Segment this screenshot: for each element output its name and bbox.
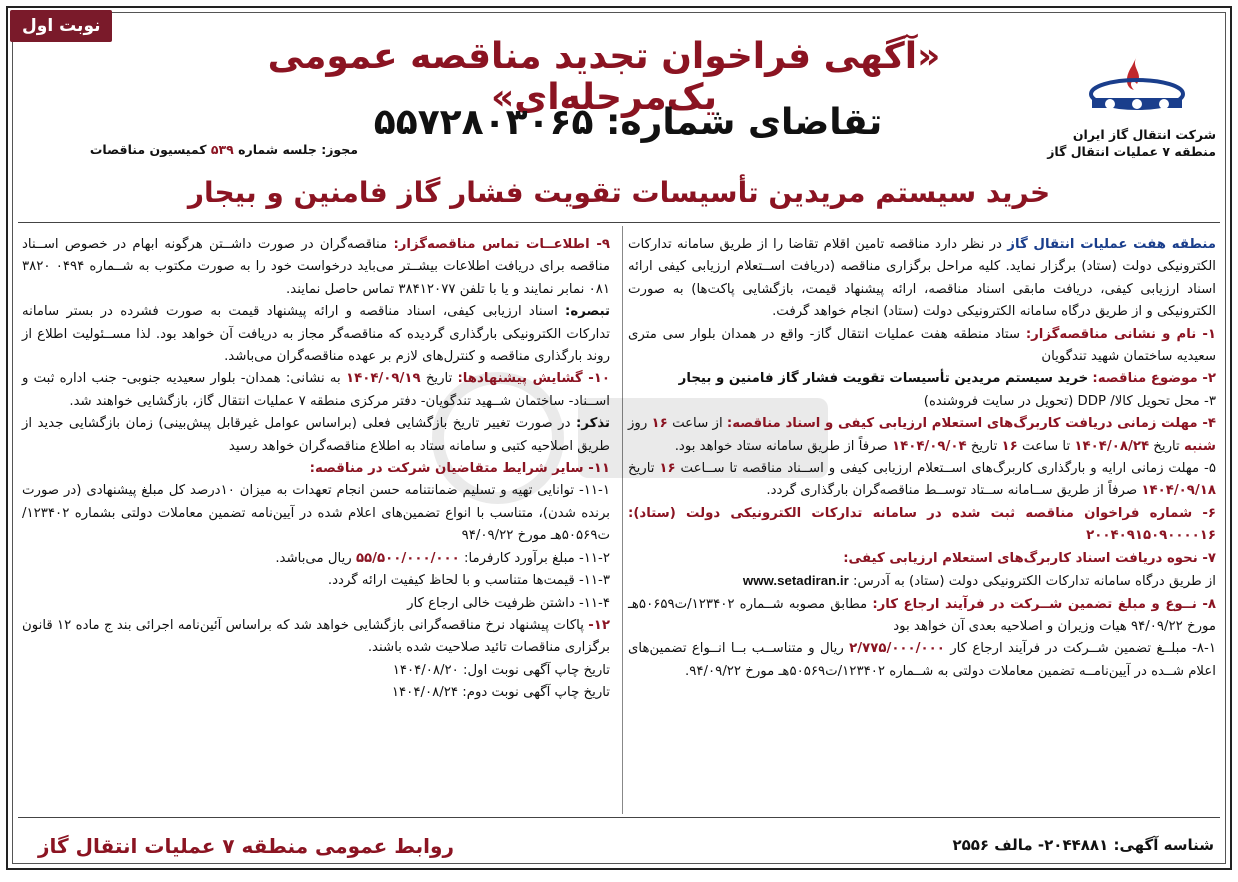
section-1-text: ستاد منطقه هفت عملیات انتقال گاز- واقع در همدان بلوار سی متری سعیدیه ساختمان شهید تندگویان <box>628 326 1216 365</box>
intro-lead: منطقه هفت عملیات انتقال گاز <box>1007 237 1217 252</box>
notice-title: «آگهی فراخوان تجدید مناقصه عمومی یک‌مرحله‌ای» <box>267 36 941 118</box>
section-4-day-label: روز <box>628 416 648 432</box>
opening-date: ۱۴۰۴/۰۹/۱۹ <box>345 371 421 387</box>
section-8-1-text: ۸-۱- مبلــغ تضمین شــرکت در فرآیند ارجاع کار <box>950 641 1216 657</box>
section-2-text: خرید سیستم مریدین تأسیسات تقویت فشار گاز فامنین و بیجار <box>678 371 1089 387</box>
footer-divider <box>18 817 1220 818</box>
section-9 <box>22 234 610 301</box>
section-4 <box>628 413 1216 458</box>
note-text: اسناد ارزیابی کیفی، اسناد مناقصه و ارائه پیشنهاد قیمت به صورت فشرده در بستر سامانه تدارکات الکترونیکی بارگذاری گردیده که مناقصه‌گر مجاز به دریافت آن خواهد بود. لذا مســئولیت اطلاع از روند بارگذاری مناقصه و کنترل‌های لازم بر عهده مناقصه‌گران می‌باشد. <box>22 304 610 365</box>
header-divider <box>18 222 1220 223</box>
section-4-from: از ساعت <box>672 416 723 432</box>
section-2 <box>628 368 1216 390</box>
section-10-text: به نشانی: همدان- بلوار سعیدیه جنوبی- جنب اداره ثبت و اســناد- ساختمان شــهید تندگویان- دفتر مرکزی منطقه ۷ عملیات انتقال گاز، بازگشایی خواهند شد. <box>22 371 610 409</box>
reminder-text: در صورت تغییر تاریخ بازگشایی فعلی (براساس عوامل غیرقابل پیش‌بینی) زمان بازگشایی جدید از طریق اصلاحیه کتبی و سامانه ستاد به اطلاع مناقصه‌گران خواهد رسید <box>22 416 610 454</box>
section-9-text: مناقصه‌گران در صورت داشــتن هرگونه ابهام در خصوص اســناد مناقصه برای دریافت اطلاعات بیشــتر می‌باید درخواست خود را به صورت مکتوب به شــماره ۰۴۹۴ ۳۸۲۰ ۰۸۱ نمابر نمایند و یا با تلفن ۳۸۴۱۲۰۷۷ تماس حاصل نمایند. <box>22 237 610 297</box>
section-7 <box>628 548 1216 570</box>
permit-label: مجوز: جلسه شماره <box>238 142 358 157</box>
section-8 <box>628 594 1216 639</box>
section-11-heading: ۱۱- سایر شرایط متقاضیان شرکت در مناقصه: <box>309 461 610 477</box>
section-11-2 <box>22 548 610 570</box>
request-number: تقاضای شماره: ۵۵۷۲۸۰۳۰۶۵ <box>373 102 883 143</box>
left-column <box>22 234 610 705</box>
section-8-text: مطابق مصوبه شــماره ۱۲۳۴۰۲/ت۵۰۶۵۹هـ مورخ ۹۴/۰۹/۲۲ هیات وزیران و اصلاحیه بعدی آن خواهد بود <box>628 596 1216 634</box>
permit-line <box>38 142 358 157</box>
reminder <box>22 413 610 458</box>
section-4-day: شنبه <box>1184 438 1216 454</box>
section-4-hour-start: ۱۶ <box>651 416 668 432</box>
section-5 <box>628 458 1216 503</box>
section-11-3: ۱۱-۳- قیمت‌ها متناسب و با لحاظ کیفیت ارائه گردد. <box>327 573 610 589</box>
section-4-date-label-2: تاریخ <box>970 438 998 454</box>
section-4-date-label: تاریخ <box>1153 438 1180 454</box>
gas-company-logo-icon <box>1062 54 1212 114</box>
company-line-2: منطقه ۷ عملیات انتقال گاز <box>1047 144 1216 159</box>
section-8-1-tail: ریال و متناســب بــا انــواع تضمین‌های اعلام شــده در آیین‌نامــه تضمین معاملات دولتی به شــماره ۱۲۳۴۰۲/ت۵۰۵۶۹هـ مورخ ۹۴/۰۹/۲۲. <box>628 641 1216 679</box>
section-4-to: تا ساعت <box>1022 438 1071 454</box>
section-7-body <box>628 570 1216 593</box>
section-10 <box>22 368 610 413</box>
company-line-1: شرکت انتقال گاز ایران <box>1072 127 1216 142</box>
section-12-text: پاکات پیشنهاد نرخ مناقصه‌گرانی بازگشایی خواهد شد که براساس آئین‌نامه اجرائی بند ج ماده ۱۲ قانون برگزاری مناقصات تائید صلاحیت شده باشند. <box>22 617 610 656</box>
section-5-tail: صرفاً از طریق ســامانه ســتاد توســط مناقصه‌گران بارگذاری گردد. <box>766 483 1138 499</box>
section-1 <box>628 324 1216 369</box>
permit-tail: کمیسیون مناقصات <box>89 142 207 157</box>
tender-number: ۲۰۰۴۰۹۱۵۰۹۰۰۰۰۱۶ <box>1086 528 1216 544</box>
section-6 <box>628 503 1216 548</box>
section-8-heading: ۸- نــوع و مبلغ تضمین شــرکت در فرآیند ارجاع کار: <box>872 596 1216 612</box>
reminder-heading: تذکر: <box>576 416 610 432</box>
section-7-text: از طریق درگاه سامانه تدارکات الکترونیکی دولت (ستاد) به آدرس: <box>853 574 1216 590</box>
section-1-heading: ۱- نام و نشانی مناقصه‌گزار: <box>1025 326 1216 342</box>
print-date-2: تاریخ چاپ آگهی نوبت دوم: ۱۴۰۴/۰۸/۲۴ <box>391 685 610 701</box>
section-4-hour-end: ۱۶ <box>1001 438 1018 454</box>
section-5-date-label: تاریخ <box>628 461 655 477</box>
section-10-date-label: تاریخ <box>425 371 453 387</box>
column-divider <box>622 226 623 814</box>
section-11-1: ۱۱-۱- توانایی تهیه و تسلیم ضمانتنامه حسن انجام تعهدات به میزان ۱۰درصد کل مبلغ پیشنهادی (در صورت برنده شدن)، متناسب با انواع تضمین‌های اعلام شده در آیین‌نامه تضمین معاملات دولتی بشماره ۱۲۳۴۰۲/ت۵۰۵۶۹هـ مورخ ۹۴/۰۹/۲۲ <box>22 483 610 544</box>
section-9-heading: ۹- اطلاعــات تماس مناقصه‌گزار: <box>393 237 611 252</box>
section-11-2-tail: ریال می‌باشد. <box>275 550 352 566</box>
note-heading: تبصره: <box>565 304 610 320</box>
section-4-tail: صرفاً از طریق سامانه ستاد خواهد بود. <box>674 438 888 454</box>
intro-text: در نظر دارد مناقصه تامین اقلام تقاضا را از طریق سامانه تدارکات الکترونیکی دولت (ستاد) برگزار نماید. کلیه مراحل برگزاری مناقصه (دریافت اســتعلام ارزیابی کیفی ارائه اسناد ارزیابی کیفی، دریافت مابقی اسناد مناقصه، ارائه پیشنهاد قیمت، بازگشایی پاکت‌ها) به صورت الکترونیکی و از طریق درگاه سامانه الکترونیکی دولت (ستاد) انجام خواهد گرفت. <box>628 237 1216 320</box>
section-8-1 <box>628 638 1216 683</box>
section-5-hour: ۱۶ <box>659 461 676 477</box>
print-date-1: تاریخ چاپ آگهی نوبت اول: ۱۴۰۴/۰۸/۲۰ <box>392 662 610 678</box>
section-6-heading: ۶- شماره فراخوان مناقصه ثبت شده در سامانه تدارکات الکترونیکی دولت (ستاد): <box>628 505 1216 521</box>
section-4-heading: ۴- مهلت زمانی دریافت کاربرگ‌های استعلام ارزیابی کیفی و اسناد مناقصه: <box>726 416 1216 432</box>
notice-id: شناسه آگهی: ۲۰۴۴۸۸۱- مالف ۲۵۵۶ <box>952 836 1214 854</box>
section-10-heading: ۱۰- گشایش پیشنهادها: <box>457 371 610 387</box>
section-5-date: ۱۴۰۴/۰۹/۱۸ <box>1141 483 1216 499</box>
notice-subtitle: خرید سیستم مریدین تأسیسات تقویت فشار گاز فامنین و بیجار <box>187 176 1051 209</box>
section-11-4: ۱۱-۴- داشتن ظرفیت خالی ارجاع کار <box>407 595 610 611</box>
section-4-date-end: ۱۴۰۴/۰۹/۰۴ <box>891 438 967 454</box>
permit-number: ۵۳۹ <box>210 142 234 157</box>
section-12 <box>22 615 610 660</box>
right-column <box>628 234 1216 683</box>
intro-paragraph <box>628 234 1216 324</box>
section-11-2-text: ۱۱-۲- مبلغ برآورد کارفرما: <box>464 550 610 566</box>
section-7-heading: ۷- نحوه دریافت اسناد کاربرگ‌های استعلام ارزیابی کیفی: <box>843 550 1216 566</box>
public-relations: روابط عمومی منطقه ۷ عملیات انتقال گاز <box>38 834 454 858</box>
note <box>22 301 610 368</box>
tender-notice-page <box>6 6 1232 870</box>
estimate-amount: ۵۵/۵۰۰/۰۰۰/۰۰۰ <box>355 550 460 566</box>
edition-badge: نوبت اول <box>10 10 112 42</box>
setad-link[interactable]: www.setadiran.ir <box>742 573 849 589</box>
guarantee-amount: ۲/۷۷۵/۰۰۰/۰۰۰ <box>849 641 945 657</box>
section-5-text: ۵- مهلت زمانی ارایه و بارگذاری کاربرگ‌های اســتعلام ارزیابی کیفی و اســناد مناقصه تا ســاعت <box>680 461 1217 477</box>
section-12-heading: ۱۲- <box>588 617 610 633</box>
section-4-date-start: ۱۴۰۴/۰۸/۲۴ <box>1074 438 1150 454</box>
section-3: ۳- محل تحویل کالا/ DDP (تحویل در سایت فروشنده) <box>923 393 1216 409</box>
section-11 <box>22 458 610 480</box>
company-name <box>1046 126 1216 160</box>
section-2-heading: ۲- موضوع مناقصه: <box>1092 371 1216 387</box>
